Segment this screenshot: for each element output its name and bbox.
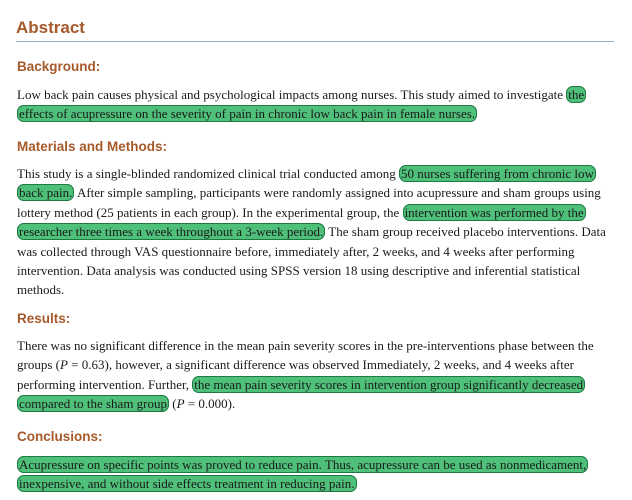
conclusions-heading: Conclusions: [17, 429, 103, 444]
abstract-title: Abstract [16, 16, 614, 42]
highlight-results: the mean pain severity scores in intervention group significantly decreased compared to the sham group [19, 376, 584, 412]
background-paragraph [17, 85, 612, 124]
results-text-2: = 0.63), however, a significant difference was observed Immediately, 2 weeks, and 4 weeks after performing intervention. Further, [17, 357, 574, 392]
results-text-3: ( [169, 396, 177, 412]
highlight-participants: 50 nurses suffering from chronic low back pain. [19, 166, 594, 201]
results-text-4: = 0.000). [184, 396, 236, 412]
methods-paragraph [17, 164, 612, 300]
highlight-study-aim: the effects of acupressure on the severity of pain in chronic low back pain in female nurses. [19, 87, 585, 122]
methods-text-3: The sham group received placebo interventions. Data was collected through VAS questionnaire before, immediately after, 2 weeks, and 4 weeks after performing intervention. Data analysis was conducted using SPSS version 18 using descriptive and inferential statistical methods. [17, 224, 606, 298]
highlight-intervention: intervention was performed by the researcher three times a week throughout a 3-week period. [19, 204, 584, 240]
methods-heading: Materials and Methods: [17, 139, 168, 154]
conclusions-paragraph [17, 455, 612, 494]
methods-text-1: This study is a single-blinded randomized clinical trial conducted among [17, 166, 399, 181]
results-heading: Results: [17, 311, 71, 326]
background-heading: Background: [17, 59, 101, 74]
results-text-1: There was no significant difference in the mean pain severity scores in the pre-interventions phase between the groups ( [17, 338, 594, 373]
results-paragraph [17, 336, 612, 414]
p-value-symbol: P [176, 396, 185, 412]
background-text: Low back pain causes physical and psychological impacts among nurses. This study aimed to investigate [17, 87, 567, 102]
highlight-conclusion: Acupressure on specific points was proved to reduce pain. Thus, acupressure can be used as nonmedicament, inexpensive, and without side effects treatment in reducing pain. [19, 457, 587, 492]
p-value-symbol: P [59, 357, 68, 373]
methods-text-2: After simple sampling, participants were randomly assigned into acupressure and sham groups using lottery method (25 patients in each group). In the experimental group, the [17, 185, 601, 220]
